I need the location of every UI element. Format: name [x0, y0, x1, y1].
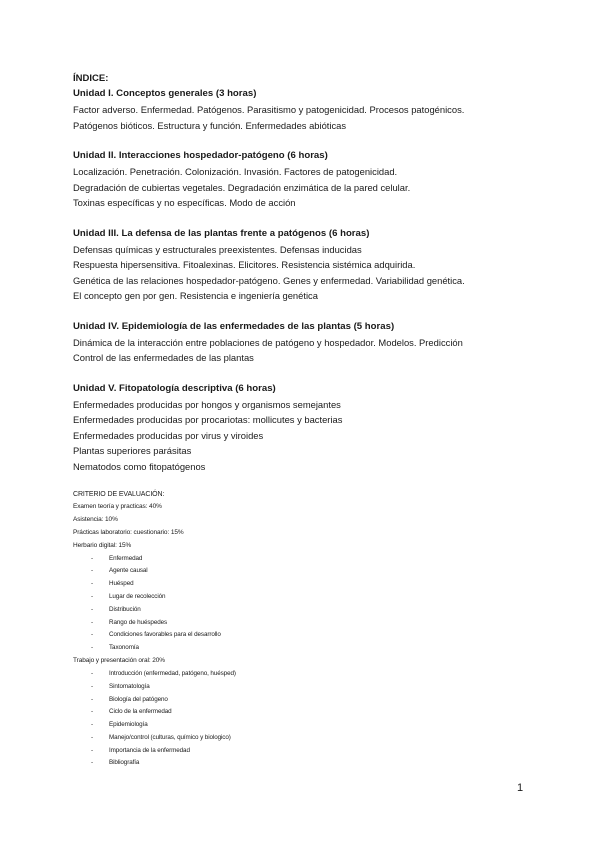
unit-title: Unidad IV. Epidemiología de las enfermedades de las plantas (5 horas)	[73, 320, 395, 332]
bullet-dash: -	[91, 733, 93, 741]
oral-item	[73, 719, 533, 732]
unit-title: Unidad II. Interacciones hospedador-patógeno (6 horas)	[73, 150, 328, 161]
criteria-herbarium: Herbario digital: 15%	[73, 541, 132, 549]
oral-item-text: Sintomatología	[109, 682, 150, 690]
unit-line: Degradación de cubiertas vegetales. Degradación enzimática de la pared celular.	[73, 181, 411, 193]
bullet-dash: -	[91, 618, 93, 626]
herbarium-item	[73, 565, 533, 578]
bullet-dash: -	[91, 605, 93, 613]
unit-3	[73, 226, 533, 304]
criteria-attendance: Asistencia: 10%	[73, 515, 118, 523]
oral-item-text: Bibliografía	[109, 759, 140, 767]
unit-line: Factor adverso. Enfermedad. Patógenos. Parasitismo y patogenicidad. Procesos patogénicos.	[73, 104, 465, 115]
herbarium-item-text: Rango de huéspedes	[109, 618, 168, 626]
criteria-exam: Examen teoría y practicas: 40%	[73, 503, 162, 510]
oral-item-text: Biología del patógeno	[109, 695, 168, 703]
unit-line: Defensas químicas y estructurales preexistentes. Defensas inducidas	[73, 243, 362, 255]
criteria-heading: CRITERIO DE EVALUACIÓN:	[73, 491, 165, 498]
oral-item	[73, 706, 533, 719]
oral-item	[73, 757, 533, 770]
herbarium-item	[73, 553, 533, 566]
unit-5	[73, 381, 533, 475]
herbarium-item	[73, 578, 533, 591]
herbarium-item	[73, 591, 533, 604]
oral-item	[73, 694, 533, 707]
unit-line: Enfermedades producidas por procariotas: mollicutes y bacterias	[73, 414, 343, 425]
unit-line: Plantas superiores parásitas	[73, 445, 192, 456]
unit-line: El concepto gen por gen. Resistencia e ingeniería genética	[73, 290, 318, 301]
herbarium-item-text: Lugar de recolección	[109, 593, 166, 601]
oral-item	[73, 745, 533, 758]
oral-item	[73, 732, 533, 745]
herbarium-item-text: Agente causal	[109, 567, 148, 575]
bullet-dash: -	[91, 554, 93, 562]
herbarium-item	[73, 642, 533, 655]
bullet-dash: -	[91, 580, 93, 588]
herbarium-item-text: Enfermedad	[109, 554, 143, 562]
unit-title: Unidad V. Fitopatología descriptiva (6 horas)	[73, 382, 276, 394]
unit-line: Enfermedades producidas por hongos y organismos semejantes	[73, 398, 341, 410]
criteria-lab: Prácticas laboratorio: cuestionario: 15%	[73, 528, 184, 536]
oral-item	[73, 668, 533, 681]
herbarium-item	[73, 604, 533, 617]
document-content	[73, 72, 533, 770]
bullet-dash: -	[91, 721, 93, 729]
bullet-dash: -	[91, 682, 93, 690]
unit-4	[73, 319, 533, 366]
evaluation-criteria	[73, 489, 533, 770]
bullet-dash: -	[91, 593, 93, 601]
bullet-dash: -	[91, 708, 93, 716]
bullet-dash: -	[91, 631, 93, 639]
unit-line: Control de las enfermedades de las plantas	[73, 352, 254, 363]
page-number: 1	[517, 782, 524, 794]
unit-line: Localización. Penetración. Colonización. Invasión. Factores de patogenicidad.	[73, 166, 398, 177]
bullet-dash: -	[91, 669, 93, 677]
bullet-dash: -	[91, 644, 93, 652]
bullet-dash: -	[91, 695, 93, 703]
unit-line: Toxinas específicas y no específicas. Modo de acción	[73, 197, 296, 208]
oral-item-text: Ciclo de la enfermedad	[109, 708, 172, 716]
oral-item-text: Manejo/control (culturas, químico y biologico)	[109, 733, 231, 741]
bullet-dash: -	[91, 567, 93, 575]
criteria-oral: Trabajo y presentación oral: 20%	[73, 657, 165, 664]
oral-item-text: Introducción (enfermedad, patógeno, huésped)	[109, 669, 236, 677]
unit-line: Genética de las relaciones hospedador-patógeno. Genes y enfermedad. Variabilidad genética.	[73, 274, 465, 286]
herbarium-item-text: Distribución	[109, 605, 141, 613]
unit-line: Enfermedades producidas por virus y viroides	[73, 429, 264, 441]
unit-title: Unidad III. La defensa de las plantas frente a patógenos (6 horas)	[73, 227, 370, 239]
herbarium-item-text: Huésped	[109, 580, 134, 588]
index-heading: ÍNDICE:	[73, 73, 109, 84]
oral-item-text: Importancia de la enfermedad	[109, 746, 190, 754]
bullet-dash: -	[91, 746, 93, 754]
herbarium-item	[73, 617, 533, 630]
herbarium-item	[73, 629, 533, 642]
unit-2	[73, 148, 533, 211]
herbarium-item-text: Condiciones favorables para el desarrollo	[109, 631, 221, 639]
oral-item-text: Epidemiología	[109, 721, 148, 729]
unit-title: Unidad I. Conceptos generales (3 horas)	[73, 88, 257, 99]
unit-1	[73, 86, 533, 133]
unit-line: Respuesta hipersensitiva. Fitoalexinas. Elicitores. Resistencia sistémica adquirida.	[73, 259, 416, 270]
unit-line: Dinámica de la interacción entre poblaciones de patógeno y hospedador. Modelos. Predicción	[73, 336, 463, 348]
unit-line: Nematodos como fitopatógenos	[73, 460, 206, 472]
unit-line: Patógenos bióticos. Estructura y función. Enfermedades abióticas	[73, 119, 347, 131]
herbarium-item-text: Taxonomía	[109, 644, 139, 652]
oral-item	[73, 681, 533, 694]
bullet-dash: -	[91, 759, 93, 767]
